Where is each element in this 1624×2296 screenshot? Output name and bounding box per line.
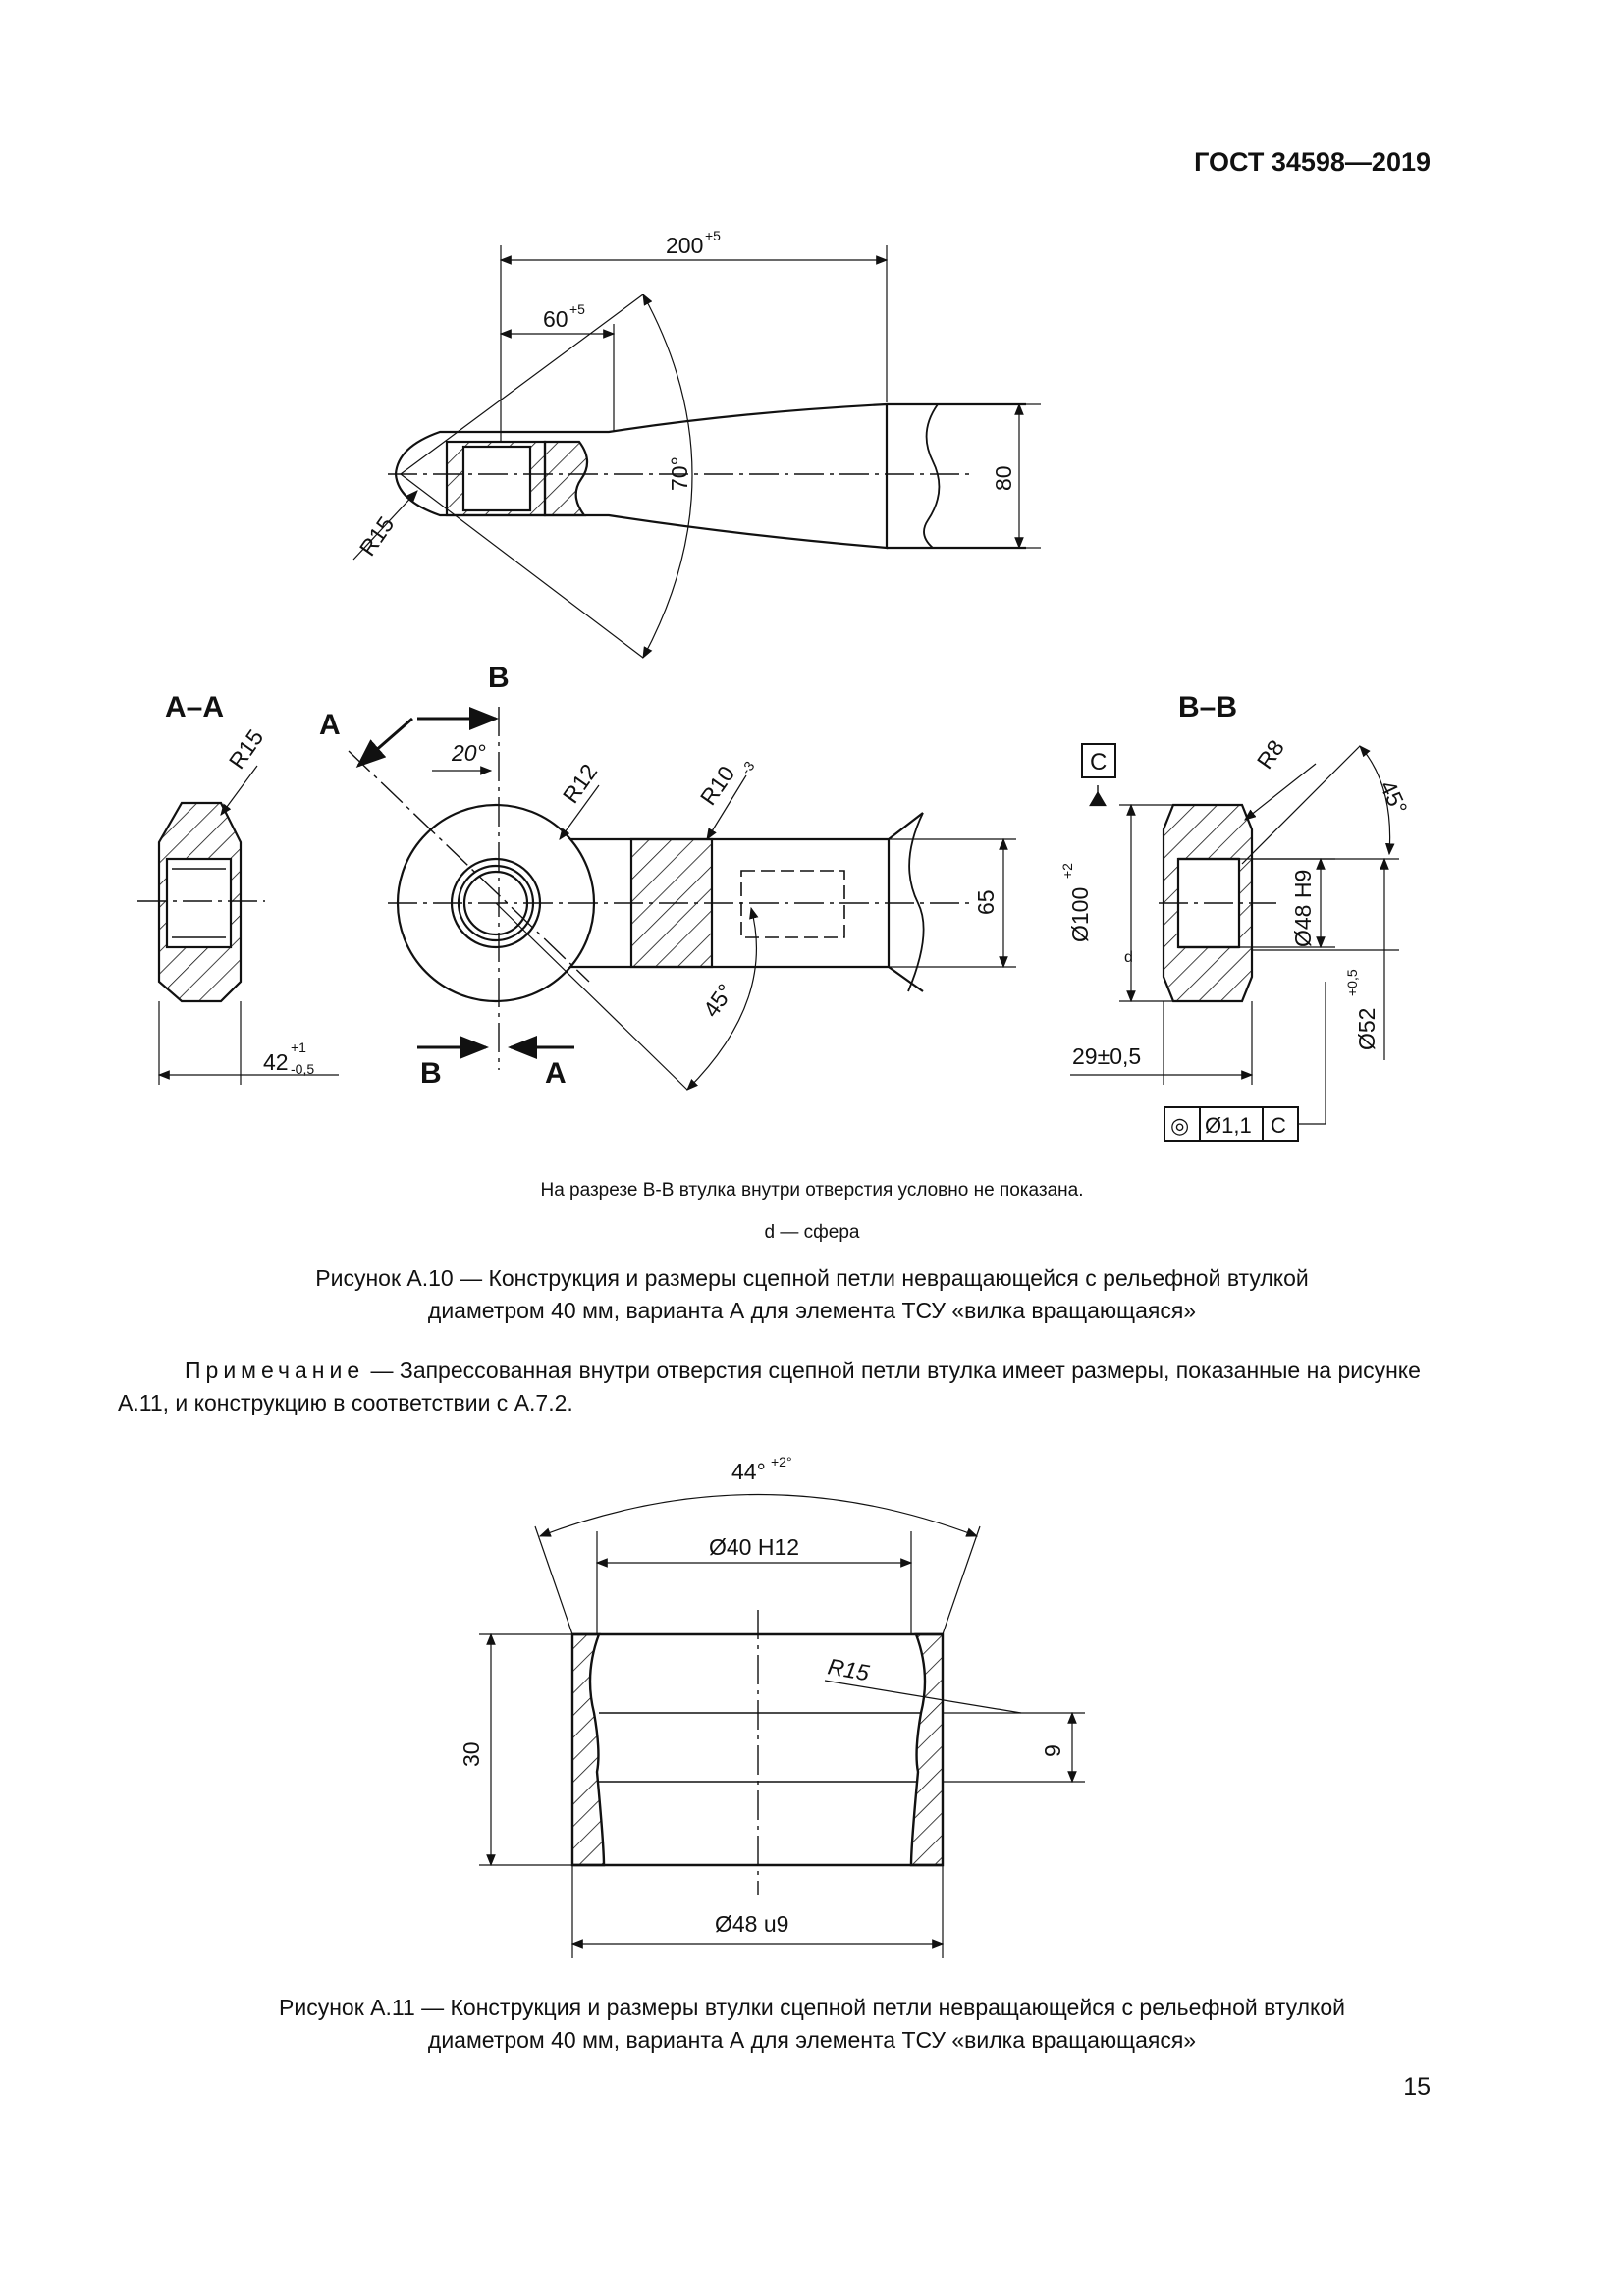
caption-line: диаметром 40 мм, варианта А для элемента ТСУ «вилка вращающаяся» <box>427 1298 1197 1323</box>
section-label-b-bottom: В <box>420 1057 442 1090</box>
caption-line: диаметром 40 мм, варианта А для элемента ТСУ «вилка вращающаяся» <box>427 2027 1197 2053</box>
figure-a11-caption <box>196 1992 1428 2056</box>
figure-a10-note: На разрезе В-В втулка внутри отверстия условно не показана. <box>540 1180 1084 1201</box>
angle-45-bb-label: 45° <box>1375 776 1413 819</box>
datum-c-label: С <box>1090 749 1108 775</box>
radius-r15-label: R15 <box>353 511 400 561</box>
radius-r12-label: R12 <box>557 759 603 808</box>
dim-200-tolerance: +5 <box>705 228 721 243</box>
dia-100-label: Ø100 <box>1067 886 1093 942</box>
angle-44-tolerance: +2° <box>771 1454 792 1469</box>
remark-paragraph <box>118 1355 1434 1419</box>
figure-a10-caption <box>196 1262 1428 1327</box>
dia-40-label: Ø40 H12 <box>709 1534 800 1560</box>
section-bb-title: В–В <box>1178 691 1238 723</box>
angle-45-label: 45° <box>697 979 739 1022</box>
dim-80-label: 80 <box>991 465 1016 491</box>
section-label-b-top: В <box>488 662 510 694</box>
concentricity-datum: С <box>1271 1113 1286 1138</box>
angle-44-label: 44° <box>731 1459 766 1484</box>
radius-r15-bushing: R15 <box>826 1653 872 1686</box>
document-header: ГОСТ 34598—2019 <box>1194 147 1431 177</box>
sphere-d-label: d <box>1124 949 1133 966</box>
dia-52-tolerance: +0,5 <box>1344 969 1360 996</box>
dim-42-tol-lower: -0,5 <box>291 1061 315 1077</box>
section-label-a-bottom: А <box>545 1057 567 1090</box>
dim-42-tol-upper: +1 <box>291 1040 306 1055</box>
concentricity-symbol: ◎ <box>1170 1113 1190 1138</box>
concentricity-value: Ø1,1 <box>1205 1113 1252 1138</box>
caption-line: Рисунок А.10 — Конструкция и размеры сцепной петли невращающейся с рельефной втулкой <box>315 1265 1309 1291</box>
section-aa-radius: R15 <box>223 724 269 774</box>
radius-r10-tol: -3 <box>737 758 758 777</box>
dim-60-label: 60 <box>543 306 568 332</box>
dia-100-tolerance: +2 <box>1059 863 1075 879</box>
dim-60-tolerance: +5 <box>569 301 585 317</box>
angle-70-label: 70° <box>667 456 692 491</box>
dia-52-label: Ø52 <box>1354 1007 1380 1050</box>
remark-label: Примечание <box>185 1358 365 1383</box>
dim-29-label: 29±0,5 <box>1072 1043 1142 1069</box>
section-aa-title: А–А <box>165 691 225 723</box>
figure-a11-drawing <box>0 1433 1624 1983</box>
section-aa <box>137 766 339 1085</box>
dim-30-label: 30 <box>459 1741 484 1767</box>
dim-42-label: 42 <box>263 1049 289 1075</box>
radius-r8-label: R8 <box>1251 734 1289 774</box>
section-bb <box>1070 744 1399 1141</box>
radius-r10-label: R10 <box>694 761 740 810</box>
section-label-a-top: А <box>319 709 341 741</box>
figure-a10-legend: d — сфера <box>764 1222 860 1243</box>
dim-65-label: 65 <box>973 889 999 915</box>
bushing-section <box>479 1495 1085 1959</box>
dim-200-label: 200 <box>666 233 704 258</box>
side-view <box>349 707 1016 1090</box>
caption-line: Рисунок А.11 — Конструкция и размеры втулки сцепной петли невращающейся с рельефной втулкой <box>279 1995 1345 2020</box>
dia-48-label: Ø48 u9 <box>715 1911 789 1937</box>
dia-48-label: Ø48 H9 <box>1290 869 1316 947</box>
page-number: 15 <box>1403 2073 1431 2101</box>
top-view <box>353 245 1041 658</box>
angle-20-label: 20° <box>452 740 486 766</box>
dim-9-label: 9 <box>1040 1744 1065 1757</box>
remark-text: — Запрессованная внутри отверстия сцепной петли втулка имеет размеры, показанные на рисунке А.11, и конструкцию в соответствии с А.7.2. <box>118 1358 1421 1415</box>
